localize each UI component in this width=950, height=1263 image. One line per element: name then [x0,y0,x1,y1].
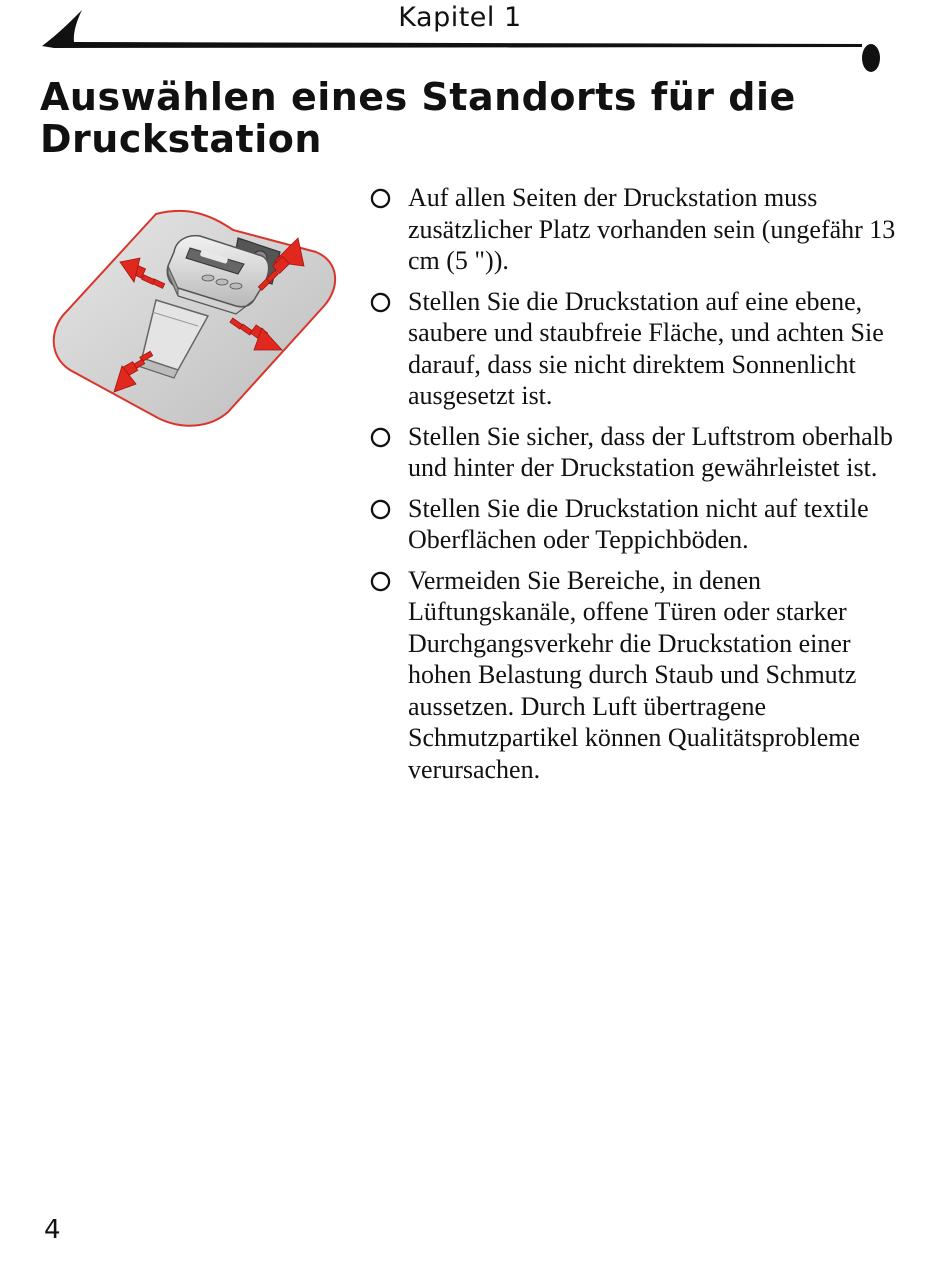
list-item-text: Stellen Sie die Druckstation auf eine ebene, saubere und staubfreie Fläche, und achten Sie darauf, dass sie nicht direktem Sonnenlicht ausgesetzt ist. [408,286,884,410]
chapter-label: Kapitel 1 [398,2,522,33]
hollow-circle-icon [370,292,391,313]
hollow-circle-icon [370,427,391,448]
list-item-text: Vermeiden Sie Bereiche, in denen Lüftungskanäle, offene Türen oder starker Durchgangsverkehr die Druckstation einer hohen Belastung durch Staub und Schmutz aussetzen. Durch Luft übertragene Schmutzpartikel können Qualitätsprobleme verursachen. [408,565,860,784]
page-title: Auswählen eines Standorts für die Druckstation [40,75,796,161]
printer-dock-clearance-illustration [48,200,348,436]
list-item [368,182,898,277]
list-item [368,421,898,484]
hollow-circle-icon [370,499,391,520]
list-item-text: Stellen Sie sicher, dass der Luftstrom oberhalb und hinter der Druckstation gewährleistet ist. [408,421,893,482]
page-number: 4 [44,1215,61,1245]
hollow-circle-icon [370,571,391,592]
list-item [368,565,898,786]
list-item [368,493,898,556]
list-item-text: Stellen Sie die Druckstation nicht auf textile Oberflächen oder Teppichböden. [408,493,869,554]
hollow-circle-icon [370,188,391,209]
placement-guidelines-list [368,182,898,794]
list-item [368,286,898,412]
list-item-text: Auf allen Seiten der Druckstation muss zusätzlicher Platz vorhanden sein (ungefähr 13 cm (5 ")). [408,183,896,275]
